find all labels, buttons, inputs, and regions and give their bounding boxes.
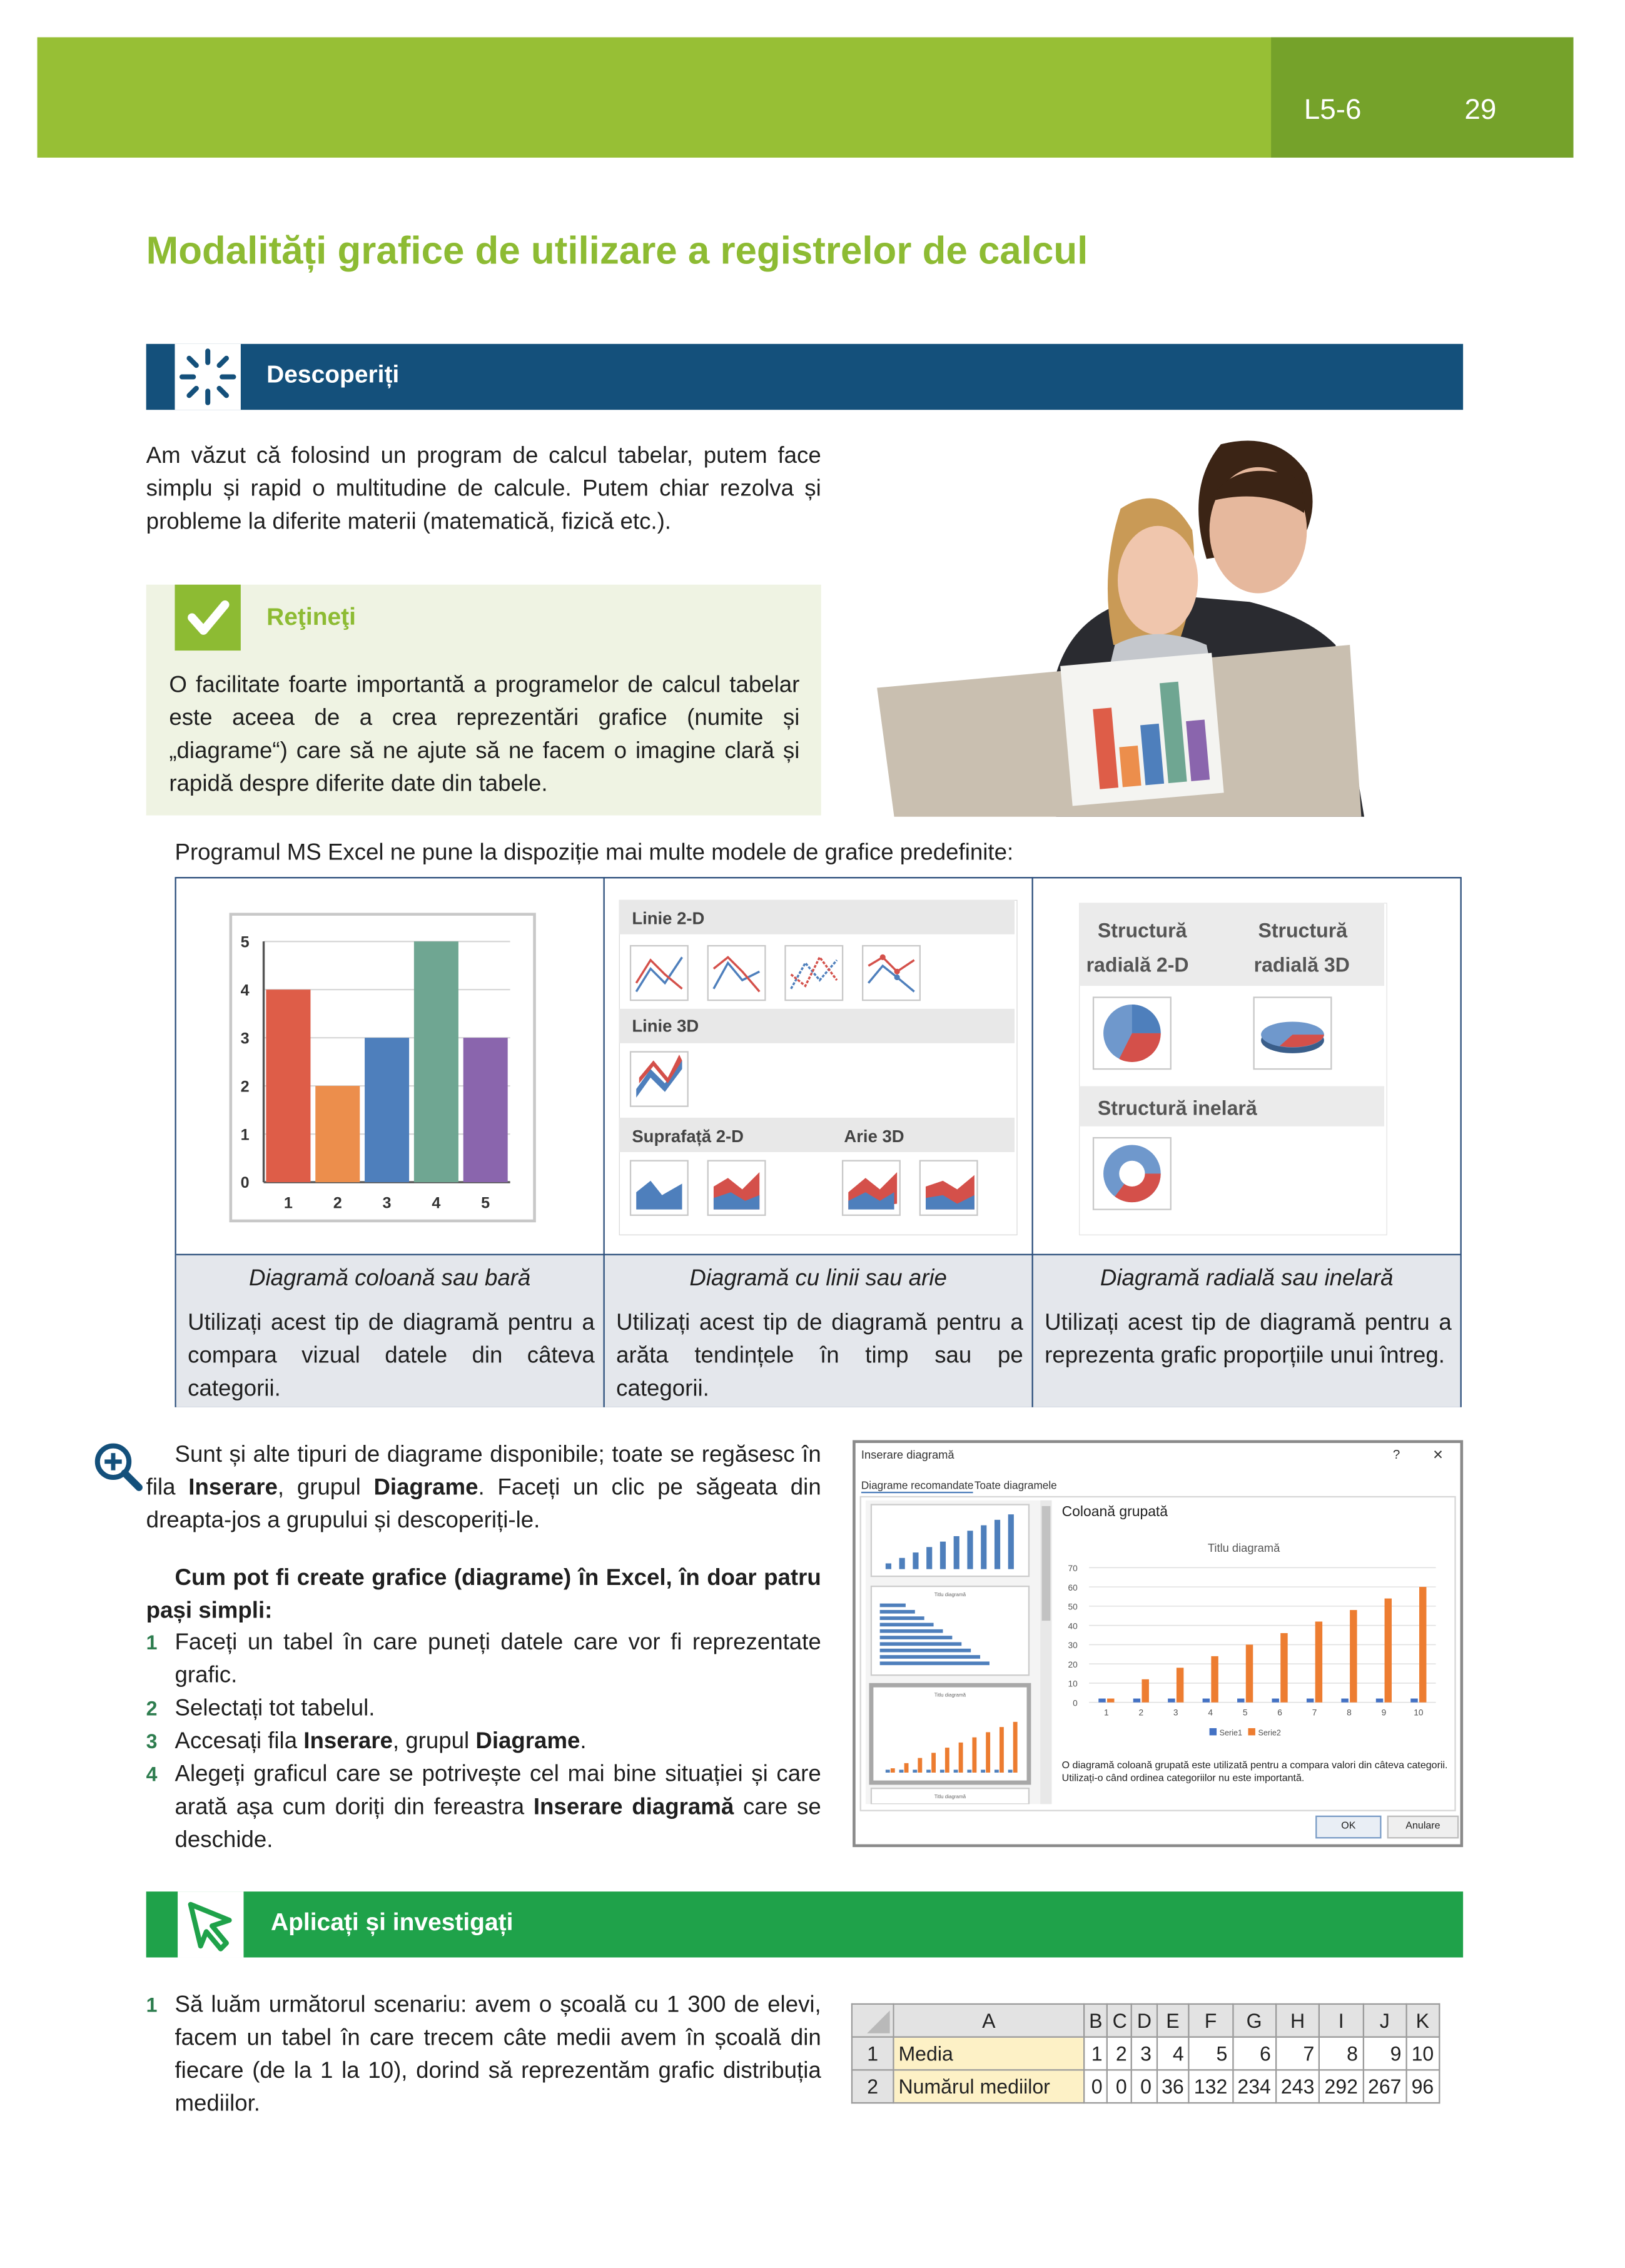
thumb-bar <box>926 1547 932 1569</box>
bar-serie2 <box>1211 1656 1218 1703</box>
donut-label: Structură inelară <box>1097 1096 1257 1120</box>
cell[interactable]: 132 <box>1189 2070 1233 2103</box>
thumb-title-2: Titlu diagramă <box>934 1692 966 1698</box>
line-3d-icon[interactable] <box>630 1052 688 1106</box>
thumb-bar <box>913 1769 917 1773</box>
tab-all-charts[interactable]: Toate diagramele <box>974 1479 1057 1492</box>
thumb-bar <box>967 1531 973 1569</box>
other-types-paragraph: Sunt și alte tipuri de diagrame disponibile; toate se regăsesc în fila Inserare, grupul Diagrame. Faceți un clic pe săgeata din dreapta-jos a grupului și descoperiți-le. <box>146 1443 821 1534</box>
thumb-hbar <box>880 1616 924 1620</box>
bar <box>414 941 458 1182</box>
column-header[interactable]: J <box>1363 2004 1407 2037</box>
thumb-hbar <box>880 1661 990 1665</box>
x-tick-label: 1 <box>283 1194 293 1212</box>
bar-serie1 <box>1168 1699 1175 1703</box>
column-divider <box>604 877 605 1407</box>
thumb-bar <box>981 1526 986 1569</box>
x-tick-label: 4 <box>1208 1708 1213 1718</box>
y-tick-label: 60 <box>1068 1582 1078 1592</box>
thumb-bar <box>899 1558 905 1569</box>
y-tick-label: 50 <box>1068 1602 1078 1612</box>
bar-serie2 <box>1107 1699 1114 1703</box>
thumb-bar <box>1013 1722 1018 1773</box>
x-tick-label: 3 <box>382 1194 392 1212</box>
cell[interactable]: Media <box>893 2037 1084 2070</box>
x-tick-label: 6 <box>1277 1708 1282 1718</box>
thumb-bar <box>1008 1769 1013 1773</box>
cell[interactable]: Numărul mediilor <box>893 2070 1084 2103</box>
column-header[interactable]: K <box>1407 2004 1439 2037</box>
suprafata-label: Suprafață 2-D <box>632 1126 744 1146</box>
thumb-hbar <box>880 1623 934 1627</box>
x-tick-label: 5 <box>1242 1708 1248 1718</box>
pie2d-label-a: Structură <box>1097 919 1187 942</box>
pie-3d-icon[interactable] <box>1254 998 1332 1070</box>
column-header[interactable]: C <box>1108 2004 1132 2037</box>
spreadsheet <box>851 2003 1440 2103</box>
thumb-title-3: Titlu diagramă <box>934 1794 966 1800</box>
y-tick-label: 5 <box>240 933 250 951</box>
column-header[interactable]: G <box>1232 2004 1276 2037</box>
bar-serie2 <box>1177 1668 1183 1702</box>
bar-serie1 <box>1098 1699 1105 1703</box>
steps-title: Cum pot fi create grafice (diagrame) în Excel, în doar patru pași simpli: <box>146 1566 821 1624</box>
y-tick-label: 0 <box>1073 1698 1078 1708</box>
x-tick-label: 2 <box>333 1194 342 1212</box>
x-tick-label: 9 <box>1381 1708 1387 1718</box>
recommended-thumbnails <box>866 1501 1052 1805</box>
x-tick-label: 2 <box>1138 1708 1144 1718</box>
cell[interactable]: 0 <box>1084 2070 1107 2103</box>
row-header[interactable]: 2 <box>852 2070 893 2103</box>
caption-title-pie: Diagramă radială sau inelară <box>1100 1267 1394 1292</box>
thumb-bar <box>899 1769 904 1773</box>
cell[interactable]: 243 <box>1276 2070 1320 2103</box>
cell[interactable]: 292 <box>1319 2070 1363 2103</box>
preview-chart-title: Titlu diagramă <box>1207 1541 1280 1555</box>
caption-text-pie: Utilizați acest tip de diagramă pentru a reprezenta grafic proporțiile unui întreg. <box>1045 1311 1452 1369</box>
thumb-bar <box>886 1769 890 1773</box>
y-tick-label: 20 <box>1068 1659 1078 1669</box>
thumb-bar <box>981 1769 985 1773</box>
thumb-bar <box>995 1520 1000 1569</box>
thumb-bar <box>945 1748 949 1773</box>
bar-serie2 <box>1142 1679 1148 1703</box>
tab-recommended[interactable]: Diagrame recomandate <box>861 1479 974 1493</box>
caption-title-bar: Diagramă coloană sau bară <box>248 1267 531 1292</box>
caption-title-line: Diagramă cu linii sau arie <box>689 1267 947 1292</box>
cell[interactable]: 9 <box>1363 2037 1407 2070</box>
column-header[interactable]: B <box>1084 2004 1107 2037</box>
descoperiti-label: Descoperiți <box>266 361 400 388</box>
dialog-title: Inserare diagramă <box>861 1449 954 1462</box>
preview-chart <box>1060 1527 1450 1743</box>
thumb-bar <box>959 1743 963 1773</box>
bar-serie1 <box>1272 1699 1278 1703</box>
cursor-icon <box>178 1891 243 1957</box>
exercise-item: 1 Să luăm următorul scenariu: avem o școală cu 1 300 de elevi, facem un tabel în care trecem câte medii avem în școală din fiecare (de la 1 la 10), dorind să reprezentăm grafic distribuția mediilor. <box>146 1989 821 2121</box>
thumb-bar <box>913 1552 918 1569</box>
cell[interactable]: 7 <box>1276 2037 1320 2070</box>
thumb-bar <box>986 1732 990 1773</box>
bar <box>463 1038 508 1182</box>
bar-serie1 <box>1410 1699 1417 1703</box>
models-intro: Programul MS Excel ne pune la dispoziție mai multe modele de grafice predefinite: <box>175 841 1014 866</box>
thumb-hbar <box>880 1636 953 1639</box>
bar-serie2 <box>1280 1633 1287 1703</box>
thumb-title-1: Titlu diagramă <box>934 1592 966 1598</box>
thumb-hbar <box>880 1642 962 1646</box>
step-item: 4 Alegeți graficul care se potrivește cel mai bine situației și care arată așa cum doriți din fereastra Inserare diagramă care se deschide. <box>146 1762 821 1853</box>
x-tick-label: 1 <box>1104 1708 1109 1718</box>
bar <box>365 1038 409 1182</box>
x-tick-label: 7 <box>1312 1708 1317 1718</box>
thumb-bar <box>931 1753 936 1773</box>
x-tick-label: 8 <box>1347 1708 1352 1718</box>
select-all-corner[interactable] <box>852 2004 893 2037</box>
thumb-bar <box>904 1763 909 1773</box>
thumb-bar <box>918 1758 922 1773</box>
linie3d-label: Linie 3D <box>632 1016 699 1036</box>
ok-button[interactable]: OK <box>1315 1816 1381 1839</box>
pie2d-label-b: radială 2-D <box>1086 953 1189 976</box>
column-header[interactable]: E <box>1157 2004 1189 2037</box>
cell[interactable]: 6 <box>1232 2037 1276 2070</box>
check-icon <box>175 585 241 651</box>
thumb-bar <box>967 1769 971 1773</box>
thumb-bar <box>1000 1727 1004 1773</box>
column-header[interactable]: A <box>893 2004 1084 2037</box>
thumb-bar <box>954 1769 958 1773</box>
retineti-text: O facilitate foarte importantă a programelor de calcul tabelar este aceea de a crea reprezentări grafice (numite și „diagrame“) care să ne ajute să ne facem o imagine clară și rapidă despre diferite date din tabele. <box>169 673 800 797</box>
cell[interactable]: 3 <box>1132 2037 1157 2070</box>
x-tick-label: 10 <box>1414 1708 1424 1718</box>
column-header[interactable]: I <box>1319 2004 1363 2037</box>
cell[interactable]: 0 <box>1132 2070 1157 2103</box>
column-header[interactable]: H <box>1276 2004 1320 2037</box>
arie3d-label: Arie 3D <box>844 1126 904 1146</box>
pie3d-label-a: Structură <box>1258 919 1348 942</box>
bar-serie1 <box>1307 1699 1314 1703</box>
step-item: 2 Selectați tot tabelul. <box>146 1696 375 1721</box>
y-tick-label: 70 <box>1068 1564 1078 1574</box>
cell[interactable]: 36 <box>1157 2070 1189 2103</box>
thumb-bar <box>886 1563 891 1569</box>
cell[interactable]: 10 <box>1407 2037 1439 2070</box>
caption-text-bar: Utilizați acest tip de diagramă pentru a compara vizual datele din câteva categorii. <box>188 1311 595 1402</box>
caption-text-line: Utilizați acest tip de diagramă pentru a arăta tendințele în timp sau pe categorii. <box>616 1311 1023 1402</box>
pie-gallery <box>1079 903 1387 1235</box>
bar-serie1 <box>1341 1699 1348 1703</box>
y-tick-label: 0 <box>240 1174 250 1192</box>
x-tick-label: 4 <box>432 1194 441 1212</box>
y-tick-label: 4 <box>240 981 250 1000</box>
thumb-hbar <box>880 1655 980 1659</box>
pie-2d-icon[interactable] <box>1093 998 1171 1070</box>
legend-label: Serie2 <box>1258 1728 1281 1738</box>
cell[interactable]: 234 <box>1232 2070 1276 2103</box>
thumb-bar <box>1008 1514 1014 1569</box>
header-row <box>852 2004 1439 2037</box>
page-title: Modalități grafice de utilizare a registrelor de calcul <box>146 229 1088 273</box>
intro-paragraph: Am văzut că folosind un program de calcul tabelar, putem face simplu și rapid o multitudine de calcule. Putem chiar rezolva și probleme la diferite materii (matematică, fizică etc.). <box>146 444 821 535</box>
cell[interactable]: 0 <box>1108 2070 1132 2103</box>
cell[interactable]: 5 <box>1189 2037 1233 2070</box>
cancel-button[interactable]: Anulare <box>1387 1816 1459 1839</box>
thumb-hbar <box>880 1629 943 1633</box>
cell[interactable]: 2 <box>1108 2037 1132 2070</box>
chart-name: Coloană grupată <box>1061 1504 1168 1521</box>
bar-serie1 <box>1133 1699 1140 1703</box>
steps-list <box>146 1626 821 1857</box>
bar-serie1 <box>1203 1699 1210 1703</box>
legend-swatch <box>1210 1728 1217 1735</box>
donut-icon[interactable] <box>1093 1138 1171 1210</box>
sparkle-icon <box>175 344 241 410</box>
table-row <box>852 2070 1439 2103</box>
thumb-bar <box>995 1769 999 1773</box>
thumb-hbar <box>880 1649 971 1653</box>
thumb-hbar <box>880 1610 915 1614</box>
column-divider <box>1032 877 1033 1407</box>
y-tick-label: 2 <box>240 1078 250 1096</box>
linie2d-label: Linie 2-D <box>632 908 705 928</box>
step-item: 3 Accesați fila Inserare, grupul Diagrame. <box>146 1729 587 1754</box>
x-tick-label: 3 <box>1173 1708 1178 1718</box>
bar <box>315 1086 360 1182</box>
thumb-bar <box>940 1769 944 1773</box>
pie3d-label-b: radială 3D <box>1253 953 1350 976</box>
bar-serie2 <box>1385 1599 1392 1703</box>
step-item: 1 Faceți un tabel în care puneți datele care vor fi reprezentate grafic. <box>146 1631 821 1688</box>
thumb-bar <box>891 1768 895 1773</box>
y-tick-label: 40 <box>1068 1621 1078 1631</box>
line-area-gallery <box>619 900 1018 1235</box>
dialog-close-button[interactable]: × <box>1433 1444 1444 1465</box>
y-tick-label: 3 <box>240 1030 250 1048</box>
zoom-in-icon <box>92 1440 143 1491</box>
thumb-hbar <box>880 1604 906 1607</box>
row-header[interactable]: 1 <box>852 2037 893 2070</box>
bar-serie2 <box>1315 1621 1322 1702</box>
table-row <box>852 2037 1439 2070</box>
thumb-bar <box>972 1738 976 1773</box>
cell[interactable]: 96 <box>1407 2070 1439 2103</box>
cell[interactable]: 267 <box>1363 2070 1407 2103</box>
legend-label: Serie1 <box>1219 1728 1243 1738</box>
bar <box>266 990 310 1182</box>
exercise-text: Să luăm următorul scenariu: avem o școală cu 1 300 de elevi, facem un tabel în care trecem câte medii avem în școală din fiecare (de la 1 la 10), dorind să reprezentăm grafic distribuția mediilor. <box>175 1993 821 2117</box>
y-tick-label: 1 <box>240 1126 250 1144</box>
bar-chart <box>226 910 539 1225</box>
page-number: 29 <box>1464 94 1497 126</box>
bar-serie1 <box>1237 1699 1244 1703</box>
students-photo <box>877 430 1444 817</box>
bar-serie2 <box>1246 1644 1253 1702</box>
cell[interactable]: 1 <box>1084 2037 1107 2070</box>
aplicati-label: Aplicați și investigați <box>270 1908 514 1936</box>
column-header[interactable]: F <box>1189 2004 1233 2037</box>
chart-description: O diagramă coloană grupată este utilizată pentru a compara valori din câteva categorii. Utilizați-o când ordinea categoriilor nu este importantă. <box>1061 1761 1448 1785</box>
thumb-bar <box>940 1542 946 1569</box>
thumb-bar <box>926 1769 931 1773</box>
y-tick-label: 10 <box>1068 1679 1078 1689</box>
legend-swatch <box>1248 1728 1255 1735</box>
x-tick-label: 5 <box>481 1194 490 1212</box>
cell[interactable]: 8 <box>1319 2037 1363 2070</box>
thumb-bar <box>954 1536 959 1569</box>
bar-serie2 <box>1419 1587 1426 1703</box>
column-header[interactable]: D <box>1132 2004 1157 2037</box>
bar-serie1 <box>1376 1699 1383 1703</box>
dialog-help-button[interactable]: ? <box>1392 1447 1400 1462</box>
lesson-label: L5-6 <box>1304 94 1362 126</box>
y-tick-label: 30 <box>1068 1641 1078 1651</box>
bar-serie2 <box>1350 1610 1357 1703</box>
cell[interactable]: 4 <box>1157 2037 1189 2070</box>
retineti-label: Reţineţi <box>266 603 356 631</box>
